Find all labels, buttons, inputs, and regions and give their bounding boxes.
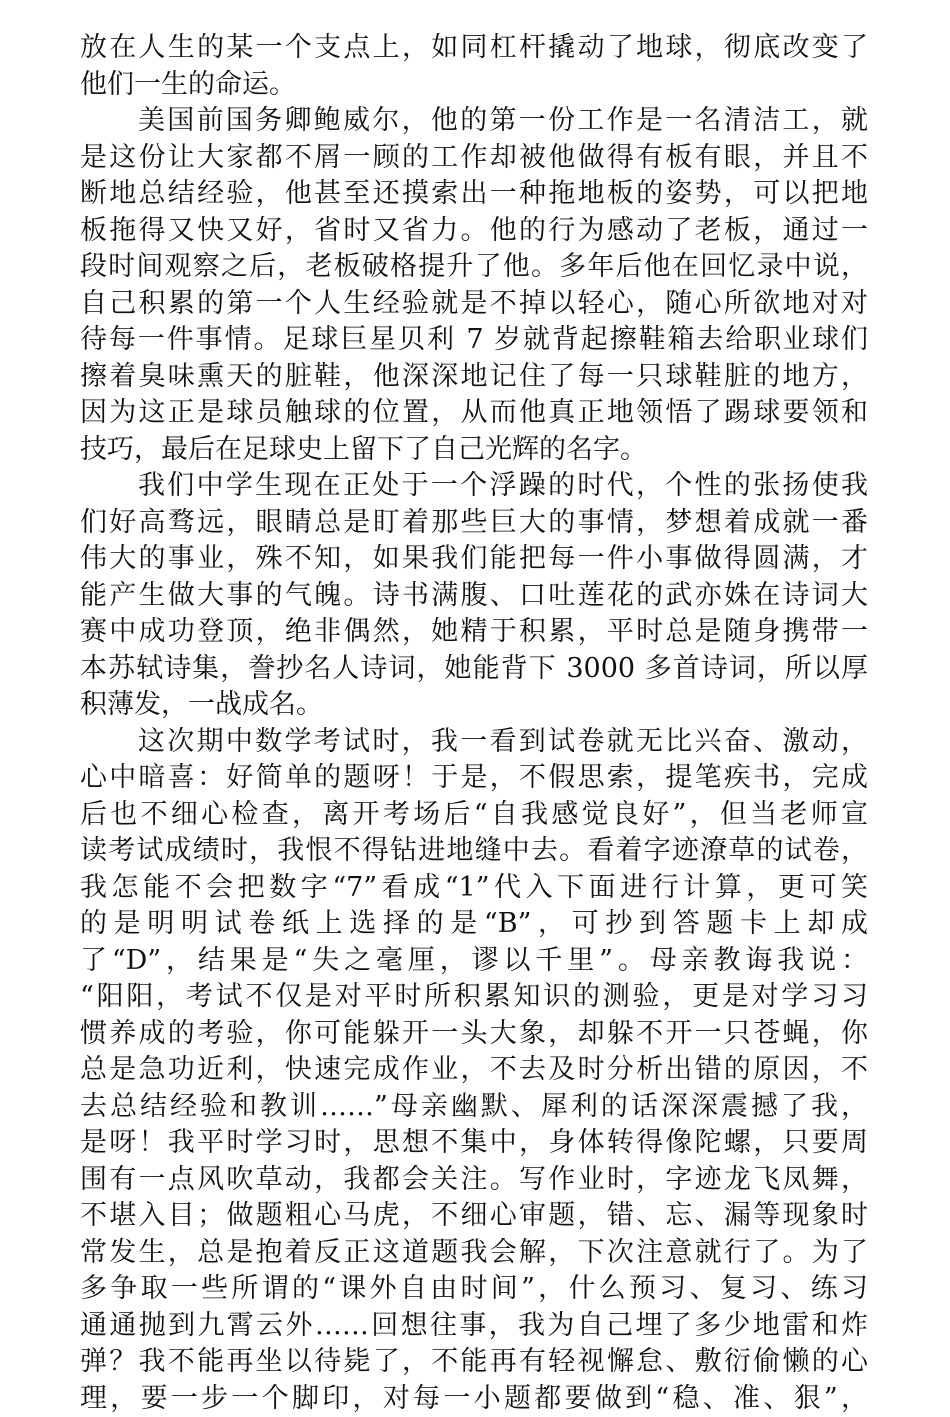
text-line: 伟大的事业，殊不知，如果我们能把每一件小事做得圆满，才 xyxy=(80,543,868,574)
text-line: 了“D”，结果是“失之毫厘，谬以千里”。母亲教诲我说： xyxy=(80,945,868,976)
text-line: 他们一生的命运。 xyxy=(80,69,296,100)
text-line: 这次期中数学考试时，我一看到试卷就无比兴奋、激动， xyxy=(138,726,868,757)
text-line: “阳阳，考试不仅是对平时所积累知识的测验，更是对学习习 xyxy=(80,981,868,1012)
text-line: 去总结经验和教训……”母亲幽默、犀利的话深深震撼了我， xyxy=(80,1091,868,1122)
text-line: 赛中成功登顶，绝非偶然，她精于积累，平时总是随身携带一 xyxy=(80,616,868,647)
text-line: 不堪入目；做题粗心马虎，不细心审题，错、忘、漏等现象时 xyxy=(80,1200,868,1231)
text-line: 待每一件事情。足球巨星贝利 7 岁就背起擦鞋箱去给职业球们 xyxy=(80,324,868,355)
text-line: 我们中学生现在正处于一个浮躁的时代，个性的张扬使我 xyxy=(138,470,868,501)
text-line: 围有一点风吹草动，我都会关注。写作业时，字迹龙飞凤舞， xyxy=(80,1164,868,1195)
text-line: 放在人生的某一个支点上，如同杠杆撬动了地球，彻底改变了 xyxy=(80,32,868,63)
text-line: 惯养成的考验，你可能躲开一头大象，却躲不开一只苍蝇，你 xyxy=(80,1018,868,1049)
text-line: 后也不细心检查，离开考场后“自我感觉良好”，但当老师宣 xyxy=(80,799,868,830)
text-line: 本苏轼诗集，誊抄名人诗词，她能背下 3000 多首诗词，所以厚 xyxy=(80,653,868,684)
text-line: 技巧，最后在足球史上留下了自己光辉的名字。 xyxy=(80,434,647,465)
text-line: 我怎能不会把数字“7”看成“1”代入下面进行计算，更可笑 xyxy=(80,872,868,903)
text-line: 积薄发，一战成名。 xyxy=(80,689,323,720)
text-line: 多争取一些所谓的“课外自由时间”，什么预习、复习、练习 xyxy=(80,1273,868,1304)
text-line: 的是明明试卷纸上选择的是“B”，可抄到答题卡上却成 xyxy=(80,908,868,939)
text-line: 自己积累的第一个人生经验就是不掉以轻心，随心所欲地对对 xyxy=(80,288,868,319)
text-line: 段时间观察之后，老板破格提升了他。多年后他在回忆录中说， xyxy=(80,251,868,282)
text-line: 们好高骛远，眼睛总是盯着那些巨大的事情，梦想着成就一番 xyxy=(80,507,868,538)
text-line: 理，要一步一个脚印，对每一小题都要做到“稳、准、狠”， xyxy=(80,1383,868,1414)
text-line: 是这份让大家都不屑一顾的工作却被他做得有板有眼，并且不 xyxy=(80,142,868,173)
text-line: 板拖得又快又好，省时又省力。他的行为感动了老板，通过一 xyxy=(80,215,868,246)
text-line: 通通抛到九霄云外……回想往事，我为自己埋了多少地雷和炸 xyxy=(80,1310,868,1341)
text-line: 是呀！我平时学习时，思想不集中，身体转得像陀螺，只要周 xyxy=(80,1127,868,1158)
text-line: 因为这正是球员触球的位置，从而他真正地领悟了踢球要领和 xyxy=(80,397,868,428)
text-line: 断地总结经验，他甚至还摸索出一种拖地板的姿势，可以把地 xyxy=(80,178,868,209)
text-line: 弹？我不能再坐以待毙了，不能再有轻视懈怠、敷衍偷懒的心 xyxy=(80,1346,868,1377)
text-line: 能产生做大事的气魄。诗书满腹、口吐莲花的武亦姝在诗词大 xyxy=(80,580,868,611)
text-line: 常发生，总是抱着反正这道题我会解，下次注意就行了。为了 xyxy=(80,1237,868,1268)
text-line: 心中暗喜：好简单的题呀！于是，不假思索，提笔疾书，完成 xyxy=(80,762,868,793)
text-line: 美国前国务卿鲍威尔，他的第一份工作是一名清洁工，就 xyxy=(138,105,868,136)
text-line: 读考试成绩时，我恨不得钻进地缝中去。看着字迹潦草的试卷， xyxy=(80,835,868,866)
text-line: 总是急功近利，快速完成作业，不去及时分析出错的原因，不 xyxy=(80,1054,868,1085)
text-line: 擦着臭味熏天的脏鞋，他深深地记住了每一只球鞋脏的地方， xyxy=(80,361,868,392)
